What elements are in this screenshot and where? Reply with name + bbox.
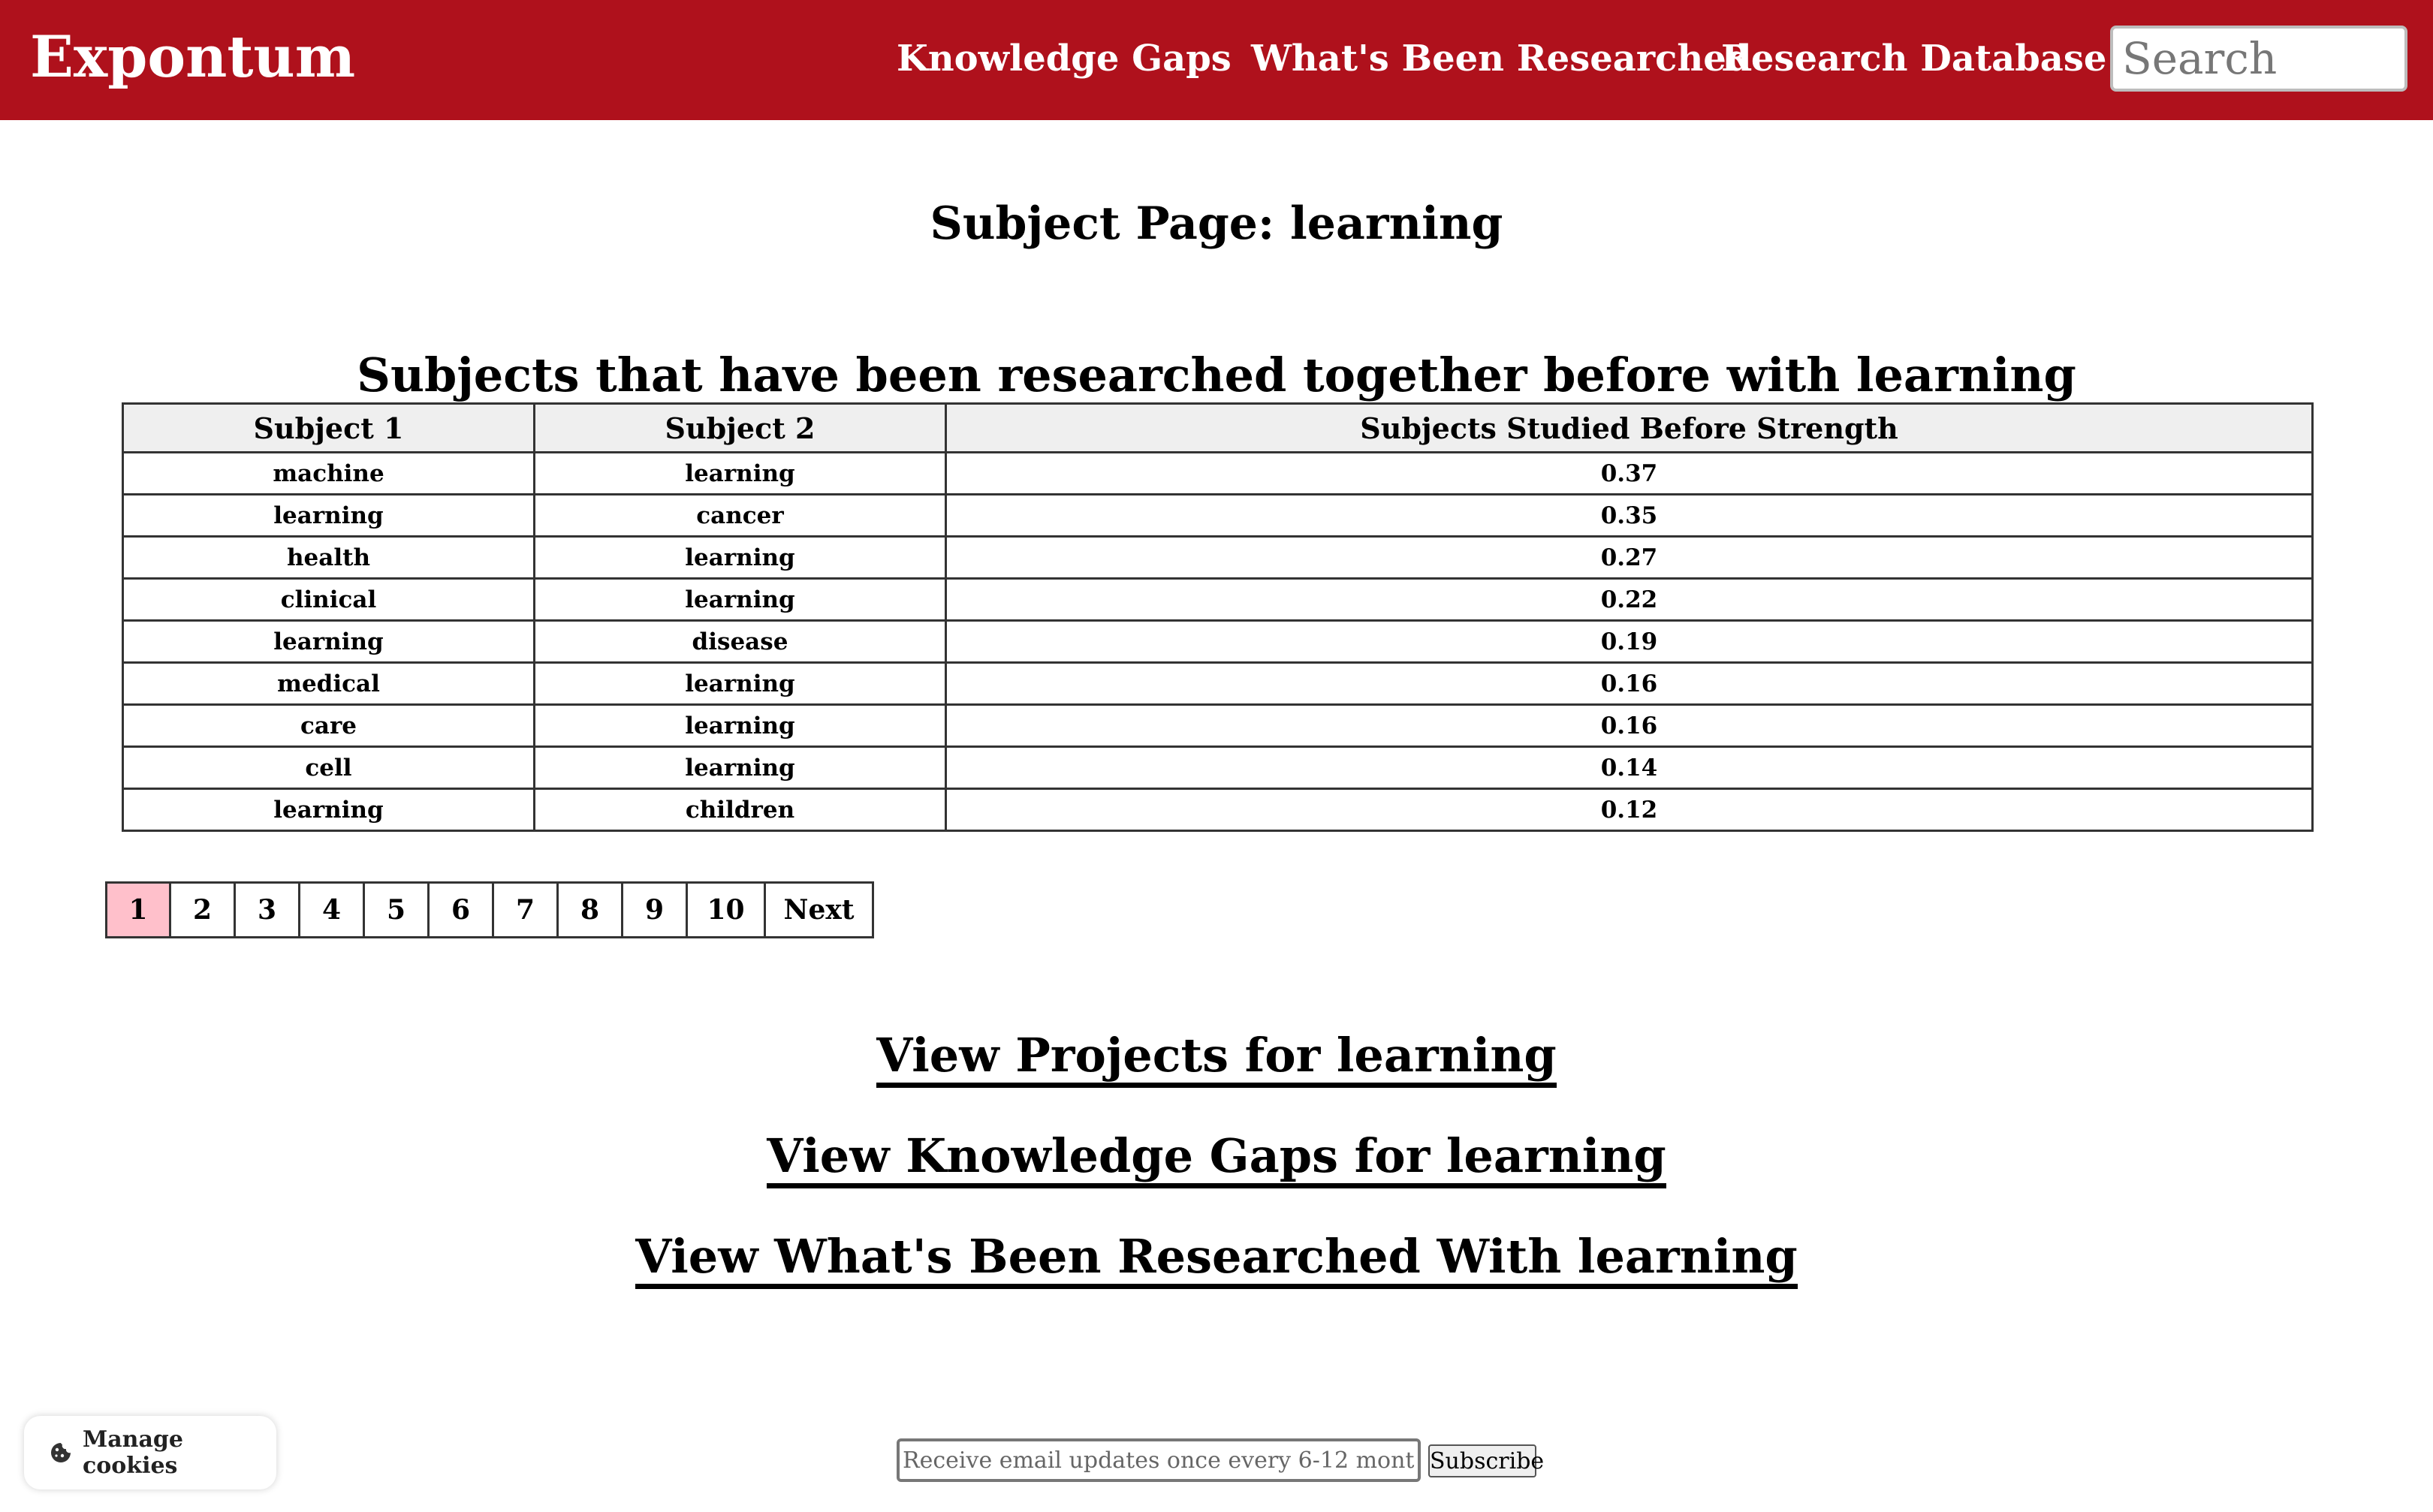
page-button-9[interactable]: 9 — [621, 881, 688, 938]
cell-strength: 0.12 — [946, 789, 2313, 831]
cell-strength: 0.35 — [946, 495, 2313, 537]
top-navbar — [0, 0, 2433, 120]
table-row — [123, 789, 2313, 831]
view-researched-with-link-wrapper — [0, 1225, 2433, 1288]
page-button-4[interactable]: 4 — [298, 881, 365, 938]
page-button-7[interactable]: 7 — [492, 881, 559, 938]
view-projects-link[interactable]: View Projects for learning — [876, 1028, 1557, 1088]
cell-strength: 0.37 — [946, 453, 2313, 495]
nav-link-research-database[interactable]: Research Database — [1721, 38, 2107, 80]
cell-subject-2: learning — [535, 663, 946, 705]
page-button-6[interactable]: 6 — [427, 881, 494, 938]
cell-subject-1: machine — [123, 453, 535, 495]
search-input[interactable] — [2110, 26, 2407, 92]
table-header-row — [123, 404, 2313, 453]
table-row — [123, 705, 2313, 747]
cell-subject-2: learning — [535, 453, 946, 495]
cell-subject-2: children — [535, 789, 946, 831]
view-projects-link-wrapper — [0, 1024, 2433, 1087]
page-title: Subject Page: learning — [930, 197, 1503, 250]
cell-subject-1: learning — [123, 495, 535, 537]
view-researched-with-link[interactable]: View What's Been Researched With learning — [635, 1229, 1798, 1289]
cell-subject-1: care — [123, 705, 535, 747]
subjects-table — [122, 402, 2314, 832]
page-button-10[interactable]: 10 — [686, 881, 766, 938]
cell-strength: 0.16 — [946, 663, 2313, 705]
nav-link-whats-been-researched[interactable]: What's Been Researched — [1251, 38, 1752, 80]
column-header-strength: Subjects Studied Before Strength — [946, 404, 2313, 453]
page-button-2[interactable]: 2 — [169, 881, 236, 938]
cell-strength: 0.14 — [946, 747, 2313, 789]
view-knowledge-gaps-link[interactable]: View Knowledge Gaps for learning — [767, 1128, 1666, 1188]
section-title: Subjects that have been researched together before with learning — [357, 348, 2076, 402]
column-header-subject-2: Subject 2 — [535, 404, 946, 453]
cell-strength: 0.16 — [946, 705, 2313, 747]
email-updates-input[interactable] — [897, 1438, 1421, 1482]
table-row — [123, 747, 2313, 789]
page-button-8[interactable]: 8 — [556, 881, 623, 938]
brand-logo[interactable]: Expontum — [30, 23, 356, 90]
subscribe-button[interactable]: Subscribe — [1428, 1444, 1536, 1477]
cell-strength: 0.19 — [946, 621, 2313, 663]
pagination — [105, 881, 874, 938]
table-row — [123, 663, 2313, 705]
page-button-5[interactable]: 5 — [363, 881, 430, 938]
table-row — [123, 537, 2313, 579]
page-button-3[interactable]: 3 — [234, 881, 300, 938]
cell-subject-2: disease — [535, 621, 946, 663]
column-header-subject-1: Subject 1 — [123, 404, 535, 453]
cell-subject-1: learning — [123, 621, 535, 663]
cell-subject-1: learning — [123, 789, 535, 831]
table-row — [123, 495, 2313, 537]
cell-subject-2: learning — [535, 705, 946, 747]
manage-cookies-button[interactable] — [24, 1416, 276, 1489]
cell-subject-2: learning — [535, 579, 946, 621]
manage-cookies-label: Manage cookies — [83, 1426, 183, 1479]
cell-subject-2: cancer — [535, 495, 946, 537]
cell-strength: 0.22 — [946, 579, 2313, 621]
table-row — [123, 621, 2313, 663]
cell-subject-1: clinical — [123, 579, 535, 621]
nav-link-knowledge-gaps[interactable]: Knowledge Gaps — [897, 38, 1232, 80]
view-knowledge-gaps-link-wrapper — [0, 1125, 2433, 1188]
cell-subject-2: learning — [535, 537, 946, 579]
cell-subject-1: medical — [123, 663, 535, 705]
next-page-button[interactable]: Next — [764, 881, 874, 938]
cell-subject-1: cell — [123, 747, 535, 789]
table-row — [123, 453, 2313, 495]
cell-subject-2: learning — [535, 747, 946, 789]
cell-strength: 0.27 — [946, 537, 2313, 579]
cookie-icon — [50, 1441, 72, 1464]
cell-subject-1: health — [123, 537, 535, 579]
page-button-1[interactable]: 1 — [105, 881, 171, 938]
table-row — [123, 579, 2313, 621]
